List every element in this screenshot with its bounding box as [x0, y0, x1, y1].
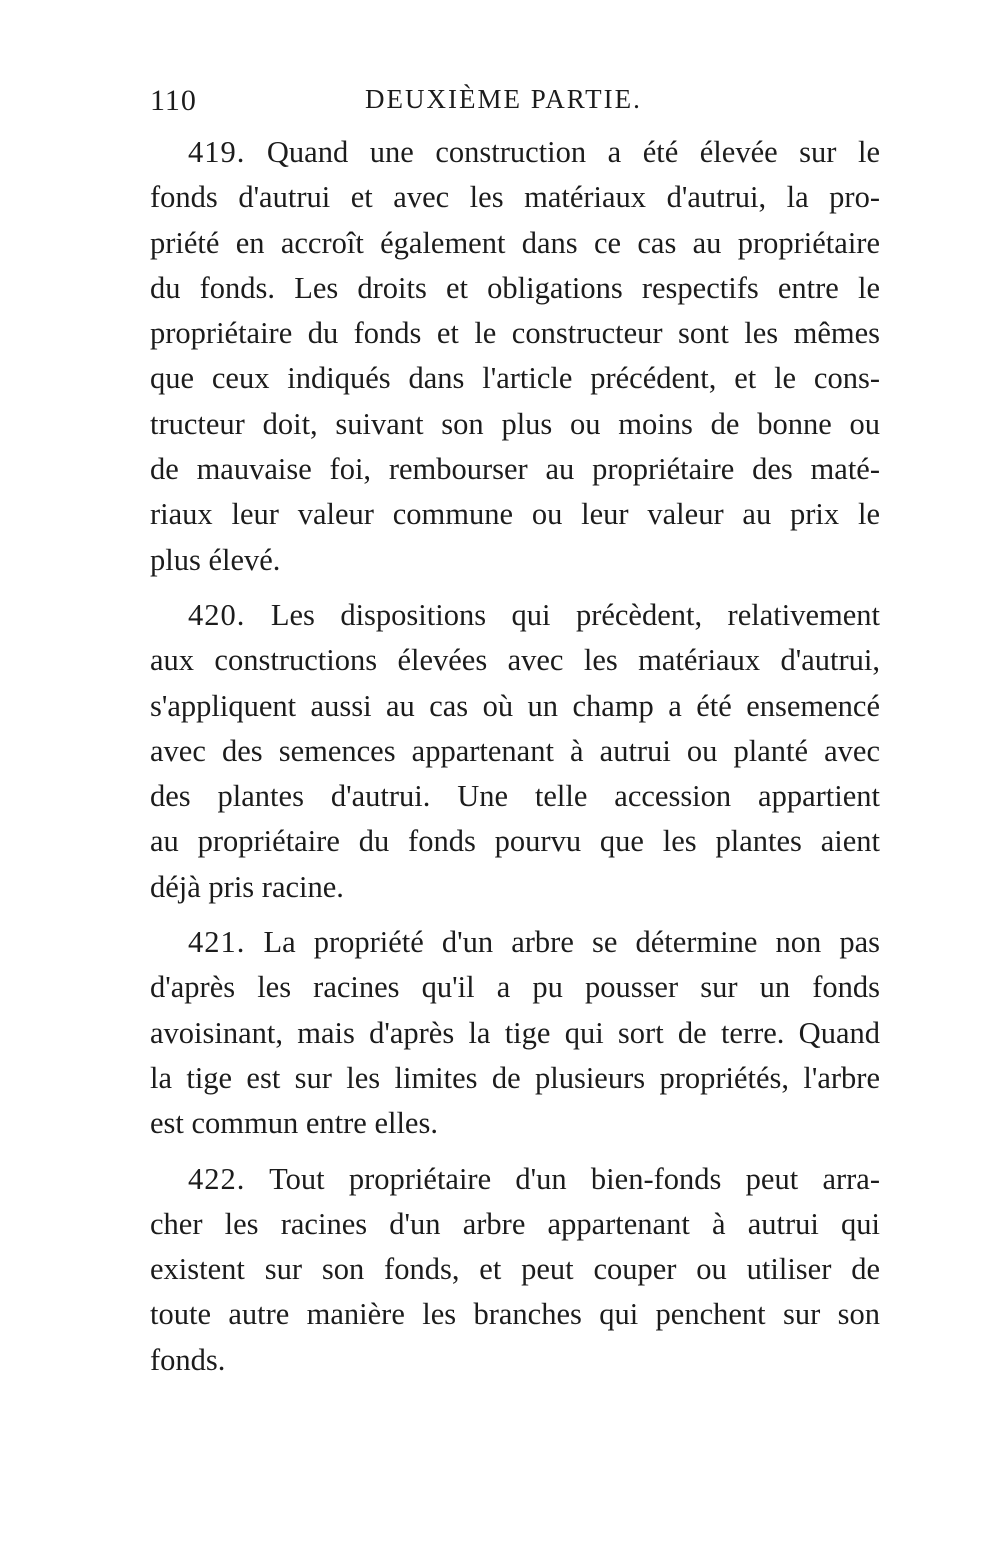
text-line: fonds d'autrui et avec les matériaux d'autrui, la pro-: [150, 180, 880, 215]
article-number: 421.: [188, 925, 246, 960]
text-line: au propriétaire du fonds pourvu que les plantes aient: [150, 824, 880, 859]
text-line: tructeur doit, suivant son plus ou moins de bonne ou: [150, 406, 880, 441]
text-line: fonds.: [150, 1342, 226, 1377]
text-line: propriétaire du fonds et le constructeur sont les mêmes: [150, 316, 880, 351]
text-line: existent sur son fonds, et peut couper ou utiliser de: [150, 1252, 880, 1287]
text-line: 421. La propriété d'un arbre se détermine non pas: [188, 925, 880, 960]
text-line: 420. Les dispositions qui précèdent, relativement: [188, 597, 880, 632]
text-line: d'après les racines qu'il a pu pousser sur un fonds: [150, 970, 880, 1005]
text-line: 422. Tout propriétaire d'un bien-fonds peut arra-: [188, 1161, 880, 1196]
article-422: [150, 1157, 880, 1383]
page-number: 110: [150, 84, 197, 117]
article-419: [150, 130, 880, 583]
text-line: toute autre manière les branches qui penchent sur son: [150, 1297, 880, 1332]
article-number: 419.: [188, 135, 246, 169]
text-line: du fonds. Les droits et obligations respectifs entre le: [150, 270, 880, 305]
text-line: 419. Quand une construction a été élevée sur le: [188, 135, 880, 169]
text-line: avoisinant, mais d'après la tige qui sort de terre. Quand: [150, 1015, 880, 1050]
text-line: est commun entre elles.: [150, 1106, 438, 1141]
text-line: riaux leur valeur commune ou leur valeur au prix le: [150, 497, 880, 532]
text-line: déjà pris racine.: [150, 869, 344, 904]
article-number: 420.: [188, 597, 246, 632]
text-line: priété en accroît également dans ce cas au propriétaire: [150, 225, 880, 260]
text-line: des plantes d'autrui. Une telle accession appartient: [150, 779, 880, 814]
text-line: cher les racines d'un arbre appartenant à autrui qui: [150, 1206, 880, 1241]
text-line: avec des semences appartenant à autrui ou planté avec: [150, 733, 880, 768]
text-line: de mauvaise foi, rembourser au propriétaire des maté-: [150, 452, 880, 487]
running-head: [150, 84, 880, 124]
text-line: s'appliquent aussi au cas où un champ a été ensemencé: [150, 688, 880, 723]
article-421: [150, 920, 880, 1146]
article-420: [150, 593, 880, 910]
article-number: 422.: [188, 1161, 246, 1196]
text-line: la tige est sur les limites de plusieurs propriétés, l'arbre: [150, 1060, 880, 1095]
body-text: [150, 130, 880, 1393]
text-line: plus élevé.: [150, 542, 281, 577]
section-title: DEUXIÈME PARTIE.: [365, 84, 642, 114]
text-line: que ceux indiqués dans l'article précédent, et le cons-: [150, 361, 880, 396]
text-line: aux constructions élevées avec les matériaux d'autrui,: [150, 643, 880, 678]
